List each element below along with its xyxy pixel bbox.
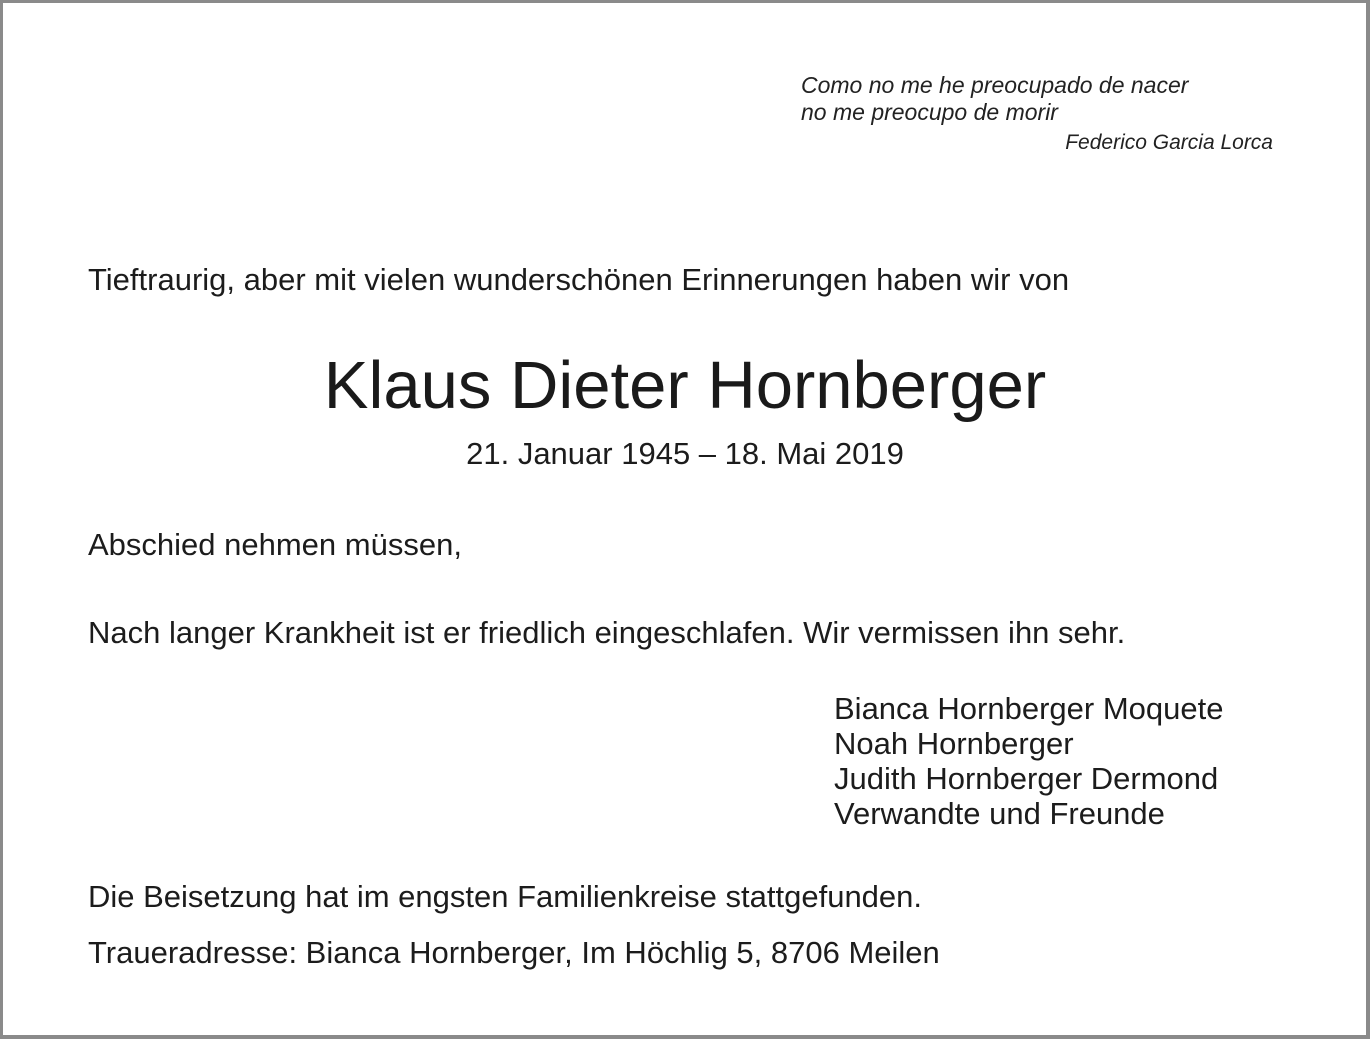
epigraph-quote xyxy=(801,72,1273,160)
burial-notice: Die Beisetzung hat im engsten Familienkreise stattgefunden. xyxy=(88,879,923,914)
mourning-address: Traueradresse: Bianca Hornberger, Im Höchlig 5, 8706 Meilen xyxy=(88,935,940,970)
quote-line-1: Como no me he preocupado de nacer xyxy=(801,72,1189,98)
mourner-name: Noah Hornberger xyxy=(834,726,1074,761)
mourner-name: Judith Hornberger Dermond xyxy=(834,761,1219,796)
quote-author: Federico Garcia Lorca xyxy=(1065,131,1273,154)
mourner-name: Bianca Hornberger Moquete xyxy=(834,691,1224,726)
mourner-name: Verwandte und Freunde xyxy=(834,796,1165,831)
mourners-list xyxy=(834,691,1223,831)
illness-text: Nach langer Krankheit ist er friedlich eingeschlafen. Wir vermissen ihn sehr. xyxy=(88,615,1126,650)
quote-line-2: no me preocupo de morir xyxy=(801,99,1058,125)
farewell-text: Abschied nehmen müssen, xyxy=(88,527,462,562)
life-dates: 21. Januar 1945 – 18. Mai 2019 xyxy=(466,436,904,471)
intro-text: Tieftraurig, aber mit vielen wunderschönen Erinnerungen haben wir von xyxy=(88,262,1070,297)
deceased-name: Klaus Dieter Hornberger xyxy=(323,348,1047,423)
